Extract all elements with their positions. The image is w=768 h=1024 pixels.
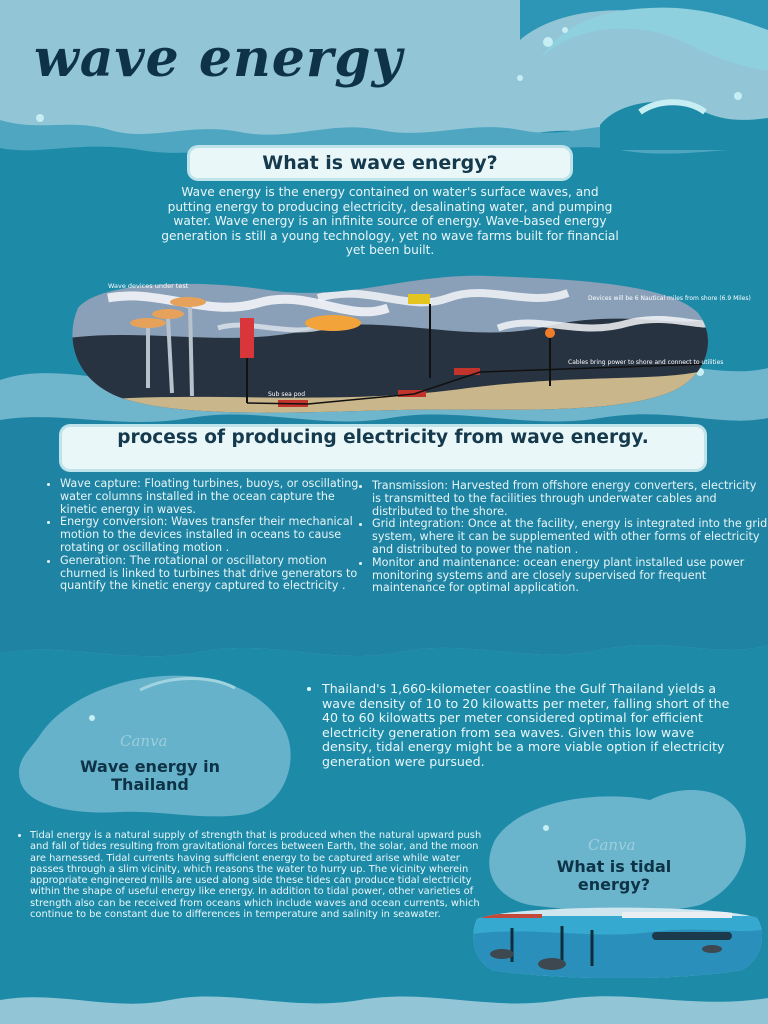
intro-paragraph: Wave energy is the energy contained on water's surface waves, and putting energy to producing electricity, desalinating water, and pumping water. Wave energy is an infinite source of energy. Wave-based energy generation is still a young technology, yet no wave farms built for financial yet been built. <box>161 185 619 257</box>
section-heading-process: process of producing electricity from wave energy. <box>62 427 704 469</box>
process-list-right <box>356 480 768 595</box>
list-item: • Grid integration: Once at the facility, energy is integrated into the grid system, where it can be supplemented with other forms of electricity and distributed to power the nation . <box>372 518 768 556</box>
canva-watermark: Canva <box>120 732 168 750</box>
list-item: • Monitor and maintenance: ocean energy plant installed use power monitoring systems and are closely supervised for frequent maintenance for optimal application. <box>372 557 768 595</box>
section-heading-what-is-wave-energy: What is wave energy? <box>190 148 570 178</box>
canva-watermark: Canva <box>588 836 636 854</box>
label-nautical-miles: Devices will be 6 Nautical miles from shore (6.9 Miles) <box>588 295 751 302</box>
thailand-paragraph-list <box>306 682 734 770</box>
wave-farm-diagram <box>68 268 751 418</box>
list-item: • Energy conversion: Waves transfer their mechanical motion to the devices installed in oceans to cause rotating or oscillating motion . <box>60 516 360 554</box>
tidal-turbine-image <box>472 904 762 978</box>
thailand-paragraph: • Thailand's 1,660-kilometer coastline the Gulf Thailand yields a wave density of 10 to 20 kilowatts per meter, falling short of the 40 to 60 kilowatts per meter considered optimal for efficient electricity generation from sea waves. Given this low wave density, tidal energy might be a more viable option if electricity generation were pursued. <box>322 682 734 770</box>
page-title: wave energy <box>34 28 403 89</box>
tidal-paragraph: • Tidal energy is a natural supply of strength that is produced when the natural upward push and fall of tides resulting from gravitational forces between Earth, the solar, and the moon are harnessed. Tidal currents having sufficient energy to be captured arise while water passes through a slim vicinity, which reasons the water to hurry up. The vicinity wherein appropriate engineered mills are used along side these tides can produce tidal electricity within the shape of useful energy like energy. In addition to tidal power, other varieties of strength also can be received from oceans which include waves and ocean currents, which continue to be constant due to differences in temperature and salinity in seawater. <box>30 830 488 920</box>
label-devices-under-test: Wave devices under test <box>108 282 189 290</box>
tidal-heading: What is tidal energy? <box>556 857 672 894</box>
tidal-paragraph-list <box>14 830 488 920</box>
process-list-left <box>44 478 360 593</box>
list-item: • Generation: The rotational or oscillatory motion churned is linked to turbines that drive generators to quantify the kinetic energy captured to electricity . <box>60 555 360 593</box>
thailand-heading: Wave energy in Thailand <box>79 757 221 794</box>
list-item: • Wave capture: Floating turbines, buoys, or oscillating water columns installed in the ocean capture the kinetic energy in waves. <box>60 478 360 516</box>
label-cables: Cables bring power to shore and connect to utilities <box>568 359 724 366</box>
label-sub-sea-pod: Sub sea pod <box>268 391 306 398</box>
list-item: • Transmission: Harvested from offshore energy converters, electricity is transmitted to the facilities through underwater cables and distributed to the shore. <box>372 480 768 518</box>
